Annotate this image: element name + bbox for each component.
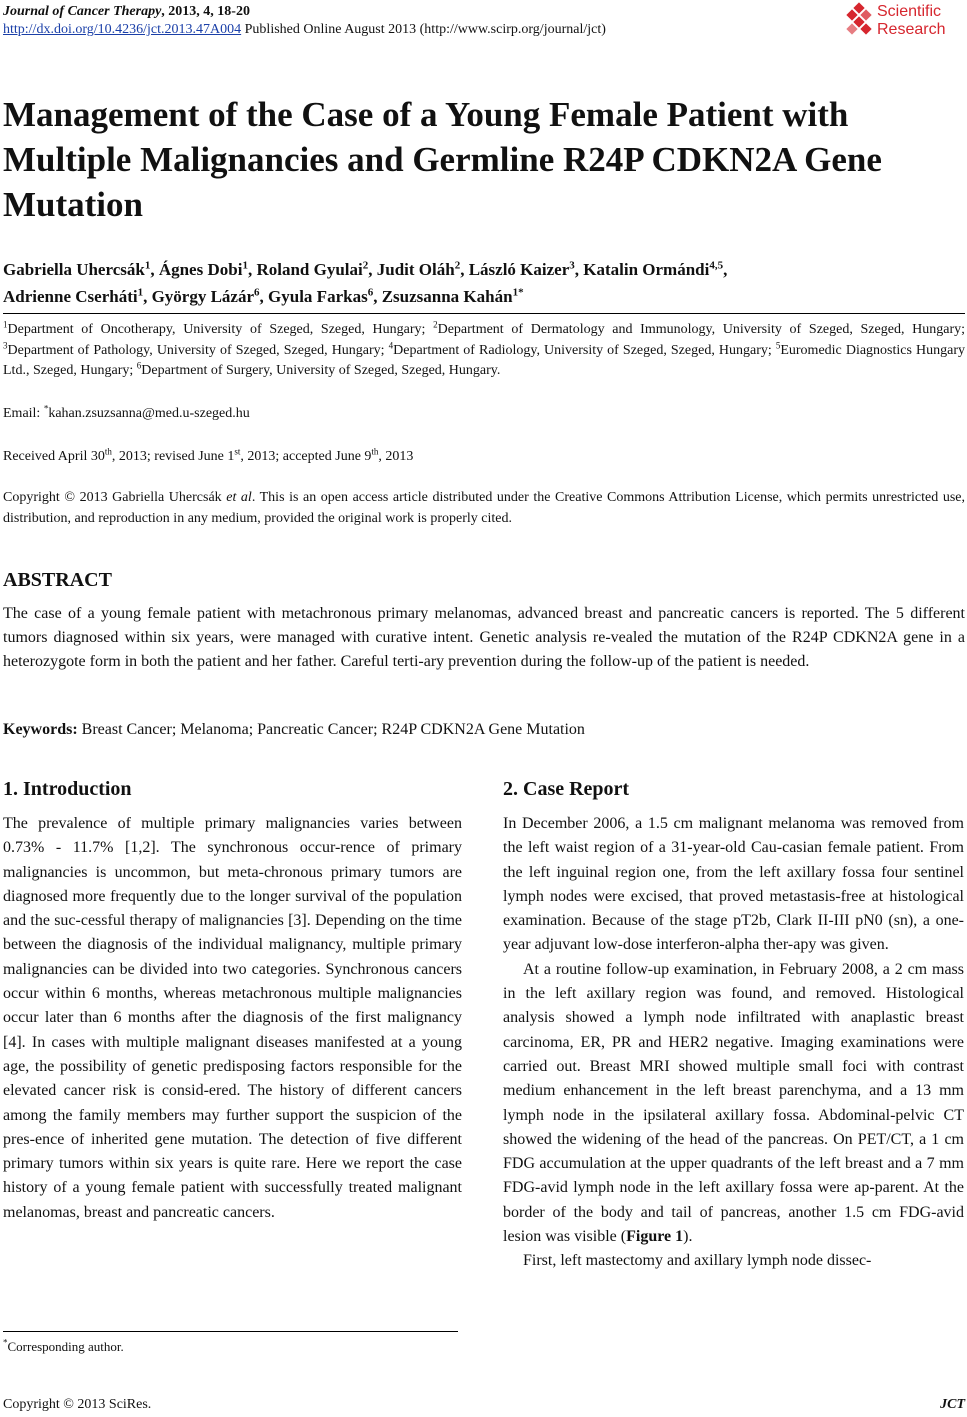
journal-header bbox=[3, 3, 965, 47]
logo-text bbox=[877, 3, 945, 39]
footer-journal-abbrev: JCT bbox=[940, 1397, 965, 1412]
published-online: Published Online August 2013 (http://www.scirp.org/journal/jct) bbox=[241, 22, 606, 37]
case-report-paragraph-2: At a routine follow-up examination, in February 2008, a 2 cm mass in the left axillary region was found, and removed. Histological analysis showed a lymph node infiltrated with anaplastic breast carcinoma, ER, PR and HER2 negative. Imaging examinations were carried out. Breast MRI showed multiple small foci with contrast medium enhancement in the left breast parenchyma, and a 13 mm lymph node in the ipsilateral axillary fossa. Abdominal-pelvic CT showed the widening of the head of the pancreas. On PET/CT, a 1 cm FDG accumulation at the upper quadrants of the left breast and a 7 mm FDG-avid lymph node in the left axillary fossa were ap-parent. At the border of the body and tail of pancreas, another 1.5 cm FDG-avid lesion was visible (Figure 1). bbox=[503, 960, 964, 1246]
license-statement: Copyright © 2013 Gabriella Uhercsák et al. This is an open access article distributed under the Creative Commons Attribution License, which permits unrestricted use, distribution, and reproduction in any medium, provided the original work is properly cited. bbox=[3, 490, 965, 526]
keywords bbox=[3, 718, 965, 742]
journal-name: Journal of Cancer Therapy bbox=[3, 4, 162, 19]
affiliations: $^1$Department of Oncotherapy, University of Szeged, Szeged, Hungary; $^2$Department of Dermatology and Immunology, University of Szeged, Szeged, Hungary; $^3$Department of Pathology, University of Szeged, Szeged, Hungary; $^4$Department of Radiology, University of Szeged, Szeged, Hungary; $^5$Euromedic Diagnostics Hungary Ltd., Szeged, Hungary; $^6$Department of Surgery, University of Szeged, Szeged, Hungary. bbox=[3, 319, 966, 378]
logo-diamonds-icon bbox=[845, 3, 873, 39]
introduction-text: The prevalence of multiple primary malignancies varies between 0.73% - 11.7% [1,2]. The synchronous occur-rence of primary malignancies is uncommon, but meta-chronous primary tumors are diagnosed more frequently due to the longer survival of the population and the suc-cessful therapy of malignancies [3]. Depending on the time between the diagnosis of the individual malignancy, multiple primary malignancies can be divided into two categories. Synchronous cancers occur within 6 months, whereas metachronous multiple malignancies occur later than 6 months after the diagnosis of the first malignancy [4]. In cases with multiple malignant diseases manifested at a young age, the possibility of genetic predisposing factors responsible for the elevated cancer risk is consid-ered. The history of different cancers among the family members may further support the suspicion of the pres-ence of inherited gene mutation. The detection of five different primary tumors within six years is quite rare. Here we report the case history of a young female patient with successfully treated malignant melanomas, breast and pancreatic cancers. bbox=[3, 815, 462, 1221]
doi-line bbox=[3, 21, 965, 39]
author: Judit Oláh$^2$, bbox=[376, 259, 469, 279]
author: Gabriella Uhercsák$^1$, bbox=[3, 259, 159, 279]
footnote: *Corresponding author. bbox=[3, 1337, 124, 1354]
author: Roland Gyulai$^2$, bbox=[256, 259, 377, 279]
doi-link[interactable]: http://dx.doi.org/10.4236/jct.2013.47A004 bbox=[3, 22, 242, 37]
abstract-text: The case of a young female patient with metachronous primary melanomas, advanced breast and pancreatic cancers is reported. The 5 different tumors diagnosed within six years, were managed with curative intent. Genetic analysis re-vealed the mutation of the R24P CDKN2A gene in a heterozygote form in both the patient and her father. Careful terti-ary prevention during the follow-up of the patient is needed. bbox=[3, 605, 965, 670]
case-report-heading: 2. Case Report bbox=[503, 778, 630, 800]
keywords-label: Keywords: bbox=[3, 721, 78, 738]
introduction-heading: 1. Introduction bbox=[3, 778, 132, 800]
keywords-text: Breast Cancer; Melanoma; Pancreatic Cancer; R24P CDKN2A Gene Mutation bbox=[77, 721, 585, 738]
received-dates: Received April 30th, 2013; revised June 1st, 2013; accepted June 9th, 2013 bbox=[3, 446, 414, 464]
journal-volume: , 2013, 4, 18-20 bbox=[161, 4, 250, 19]
email-address[interactable]: kahan.zsuzsanna@med.u-szeged.hu bbox=[48, 406, 250, 421]
author: Katalin Ormándi$^{4,5}$, bbox=[583, 259, 728, 279]
title-divider bbox=[3, 313, 965, 314]
journal-citation bbox=[3, 3, 965, 21]
case-report-paragraph-1: In December 2006, a 1.5 cm malignant melanoma was removed from the left waist region of a 31-year-old Cau-casian female patient. From the left inguinal region one, from the left axillary fossa four sentinel lymph nodes were excised, that proved metastasis-free at histological examination. Because of the stage pT2b, Clark II-III pN0 (sn), a one-year adjuvant low-dose interferon-alpha ther-apy was given. bbox=[503, 815, 964, 954]
author-list bbox=[3, 256, 965, 310]
logo-line-2: Research bbox=[877, 21, 946, 38]
footnote-divider bbox=[3, 1331, 458, 1332]
abstract-heading: ABSTRACT bbox=[3, 569, 112, 591]
author: Zsuzsanna Kahán$^{1*}$ bbox=[381, 286, 524, 306]
author: László Kaizer$^3$, bbox=[468, 259, 584, 279]
paper-title: Management of the Case of a Young Female Patient with Multiple Malignancies and Germline R24P CDKN2A Gene Mutation bbox=[3, 95, 882, 224]
contact-email: Email: *kahan.zsuzsanna@med.u-szeged.hu bbox=[3, 403, 250, 421]
author: Gyula Farkas$^6$, bbox=[268, 286, 382, 306]
logo-line-1: Scientific bbox=[877, 3, 942, 20]
author: György Lázár$^6$, bbox=[151, 286, 269, 306]
left-column bbox=[3, 776, 462, 1225]
case-report-paragraph-3: First, left mastectomy and axillary lymph node dissec- bbox=[523, 1252, 872, 1270]
author: Ágnes Dobi$^1$, bbox=[158, 259, 257, 279]
page-footer bbox=[3, 1396, 965, 1414]
author: Adrienne Cserháti$^1$, bbox=[3, 286, 152, 306]
right-column bbox=[503, 776, 964, 1274]
scientific-research-logo bbox=[845, 3, 963, 43]
figure-1-reference[interactable]: Figure 1 bbox=[626, 1228, 684, 1246]
footer-copyright: Copyright © 2013 SciRes. bbox=[3, 1397, 152, 1412]
